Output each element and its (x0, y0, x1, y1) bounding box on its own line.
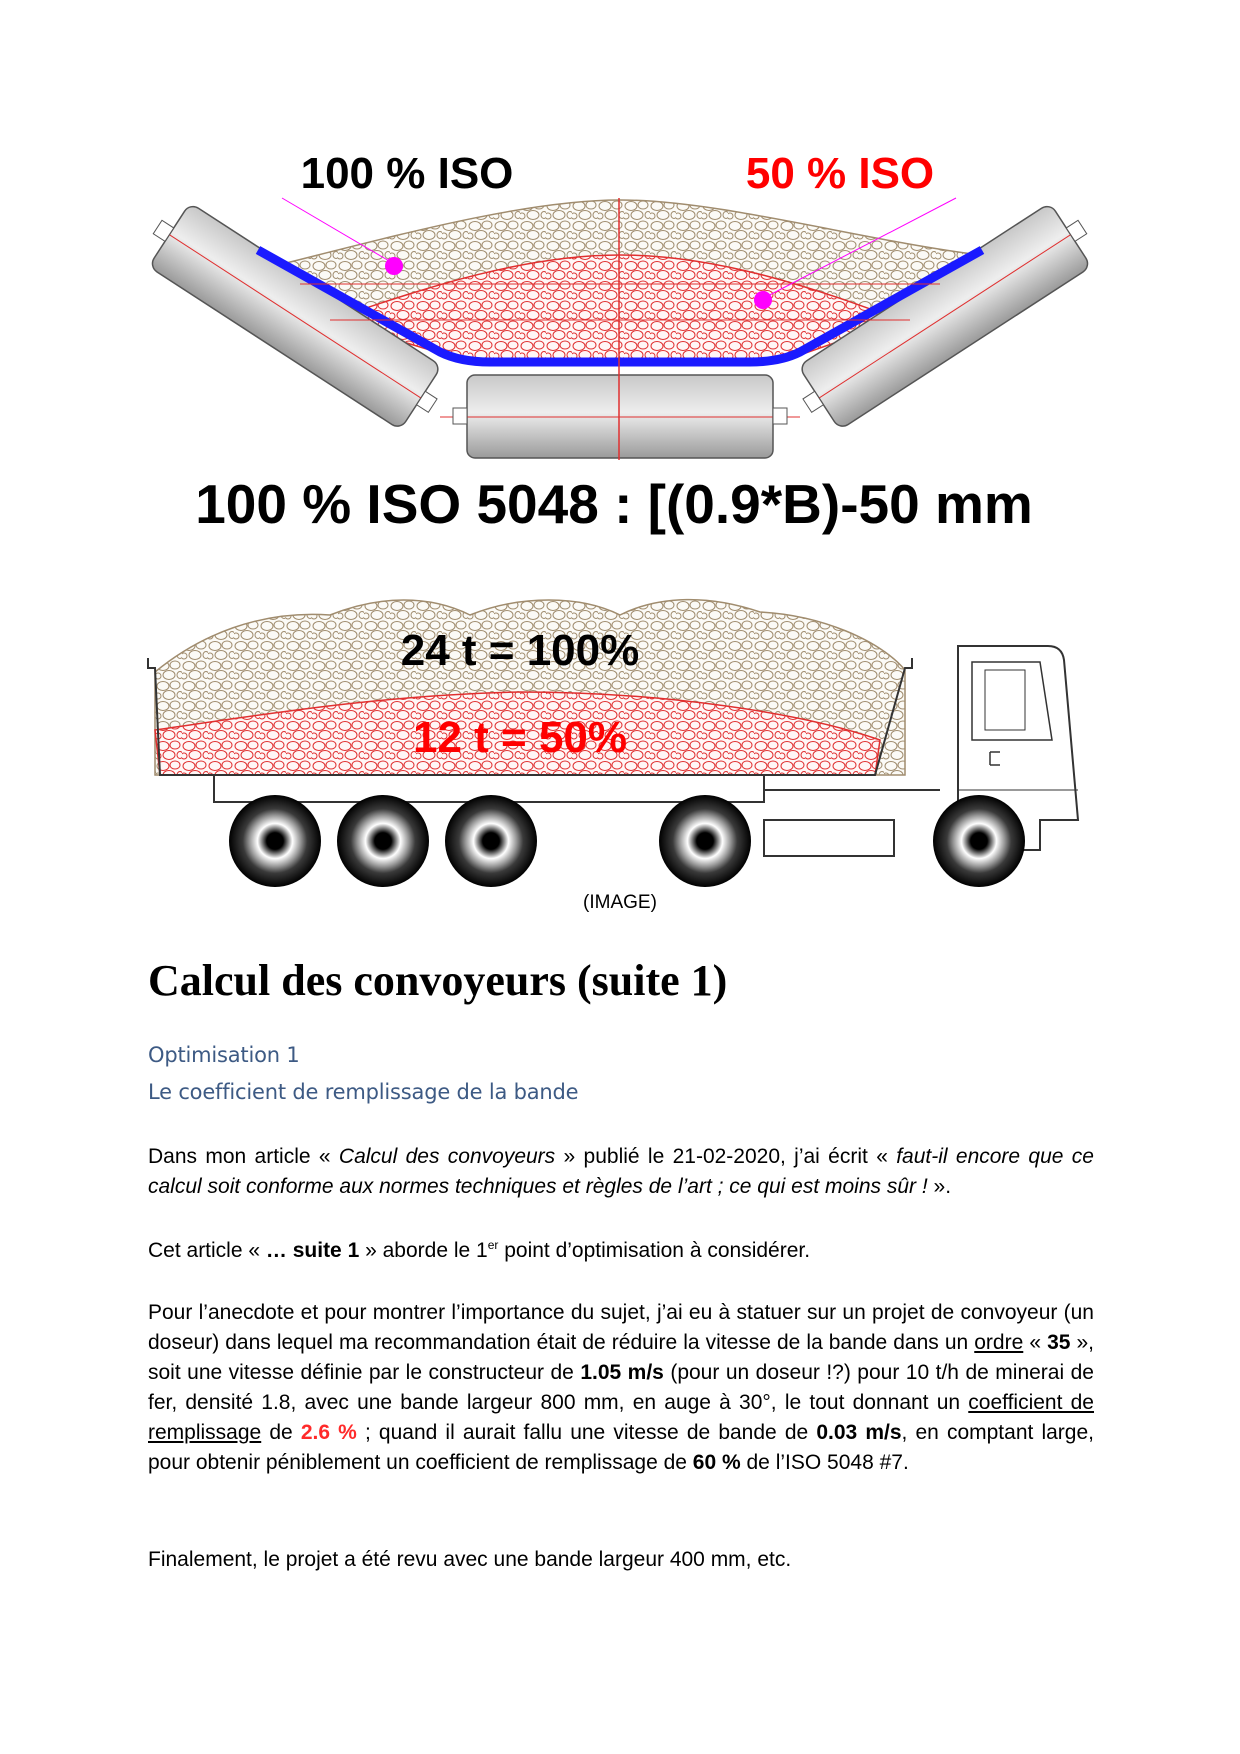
text-span: ». (927, 1175, 952, 1198)
quote-italic: faut-il encore que ce calcul soit conforme aux normes techniques et règles de l’art ; ce qui est moins sûr ! (148, 1145, 1094, 1198)
text-span: », soit une vitesse définie par le constructeur de (148, 1331, 1094, 1384)
paragraph-suite (148, 1236, 1094, 1266)
label-100-iso: 100 % ISO (300, 149, 514, 198)
text-span: Pour l’anecdote et pour montrer l’importance du sujet, j’ai eu à statuer sur un projet de convoyeur (un doseur) dans lequel ma recommandation était de réduire la vitesse de la bande dans un (148, 1301, 1094, 1354)
underlined-ordre: ordre (974, 1331, 1024, 1354)
half-load-centroid-marker (754, 291, 772, 309)
paragraph-anecdote (148, 1298, 1094, 1478)
truck-illustration (148, 600, 1078, 887)
truck-wheel (933, 795, 1025, 887)
page-title: Calcul des convoyeurs (suite 1) (148, 956, 728, 1005)
truck-wheel (659, 795, 751, 887)
red-percentage: 2.6 % (300, 1421, 357, 1444)
label-50-iso: 50 % ISO (745, 149, 935, 198)
text-span: ; quand il aurait fallu une vitesse de bande de (356, 1421, 817, 1444)
text-span: de (261, 1421, 301, 1444)
text-span: point d’optimisation à considérer. (498, 1239, 811, 1262)
article-title-italic: Calcul des convoyeurs (338, 1145, 556, 1168)
paragraph-conclusion: Finalement, le projet a été revu avec une bande largeur 400 mm, etc. (148, 1548, 792, 1571)
full-load-centroid-marker (385, 257, 403, 275)
text-span: (pour un doseur !?) pour 10 t/h de minerai de fer, densité 1.8, avec une bande largeur 800 mm, en auge à 30°, le tout donnant un (148, 1361, 1094, 1414)
truck-wheel (337, 795, 429, 887)
underlined-coefficient: coefficient de remplissage (148, 1391, 1094, 1444)
iso-formula: 100 % ISO 5048 : [(0.9*B)-50 mm (195, 473, 1033, 535)
suite-bold: … suite 1 (265, 1239, 360, 1262)
text-span: Dans mon article « (148, 1145, 339, 1168)
subtitle-coefficient: Le coefficient de remplissage de la bande (148, 1080, 579, 1104)
text-span: de l’ISO 5048 #7. (740, 1451, 909, 1474)
text-span: « (1023, 1331, 1048, 1354)
truck-label-50: 12 t = 50% (412, 713, 628, 762)
bold-60-percent: 60 % (692, 1451, 741, 1474)
figure-caption: (IMAGE) (583, 892, 657, 913)
text-span: » publié le 21-02-2020, j’ai écrit « (555, 1145, 897, 1168)
bold-target-speed: 0.03 m/s (816, 1421, 902, 1444)
bold-35: 35 (1047, 1331, 1071, 1354)
text-span: Cet article « (148, 1239, 266, 1262)
text-span: , en comptant large, pour obtenir péniblement un coefficient de remplissage de (148, 1421, 1094, 1474)
subtitle-optimisation: Optimisation 1 (148, 1043, 300, 1067)
conveyor-cross-section (137, 149, 1103, 460)
truck-wheel (445, 795, 537, 887)
text-span: » aborde le 1 (359, 1239, 488, 1262)
ordinal-superscript: er (487, 1238, 499, 1252)
bold-speed: 1.05 m/s (580, 1361, 664, 1384)
paragraph-intro (148, 1142, 1094, 1202)
truck-wheel (229, 795, 321, 887)
truck-label-100: 24 t = 100% (400, 626, 640, 675)
